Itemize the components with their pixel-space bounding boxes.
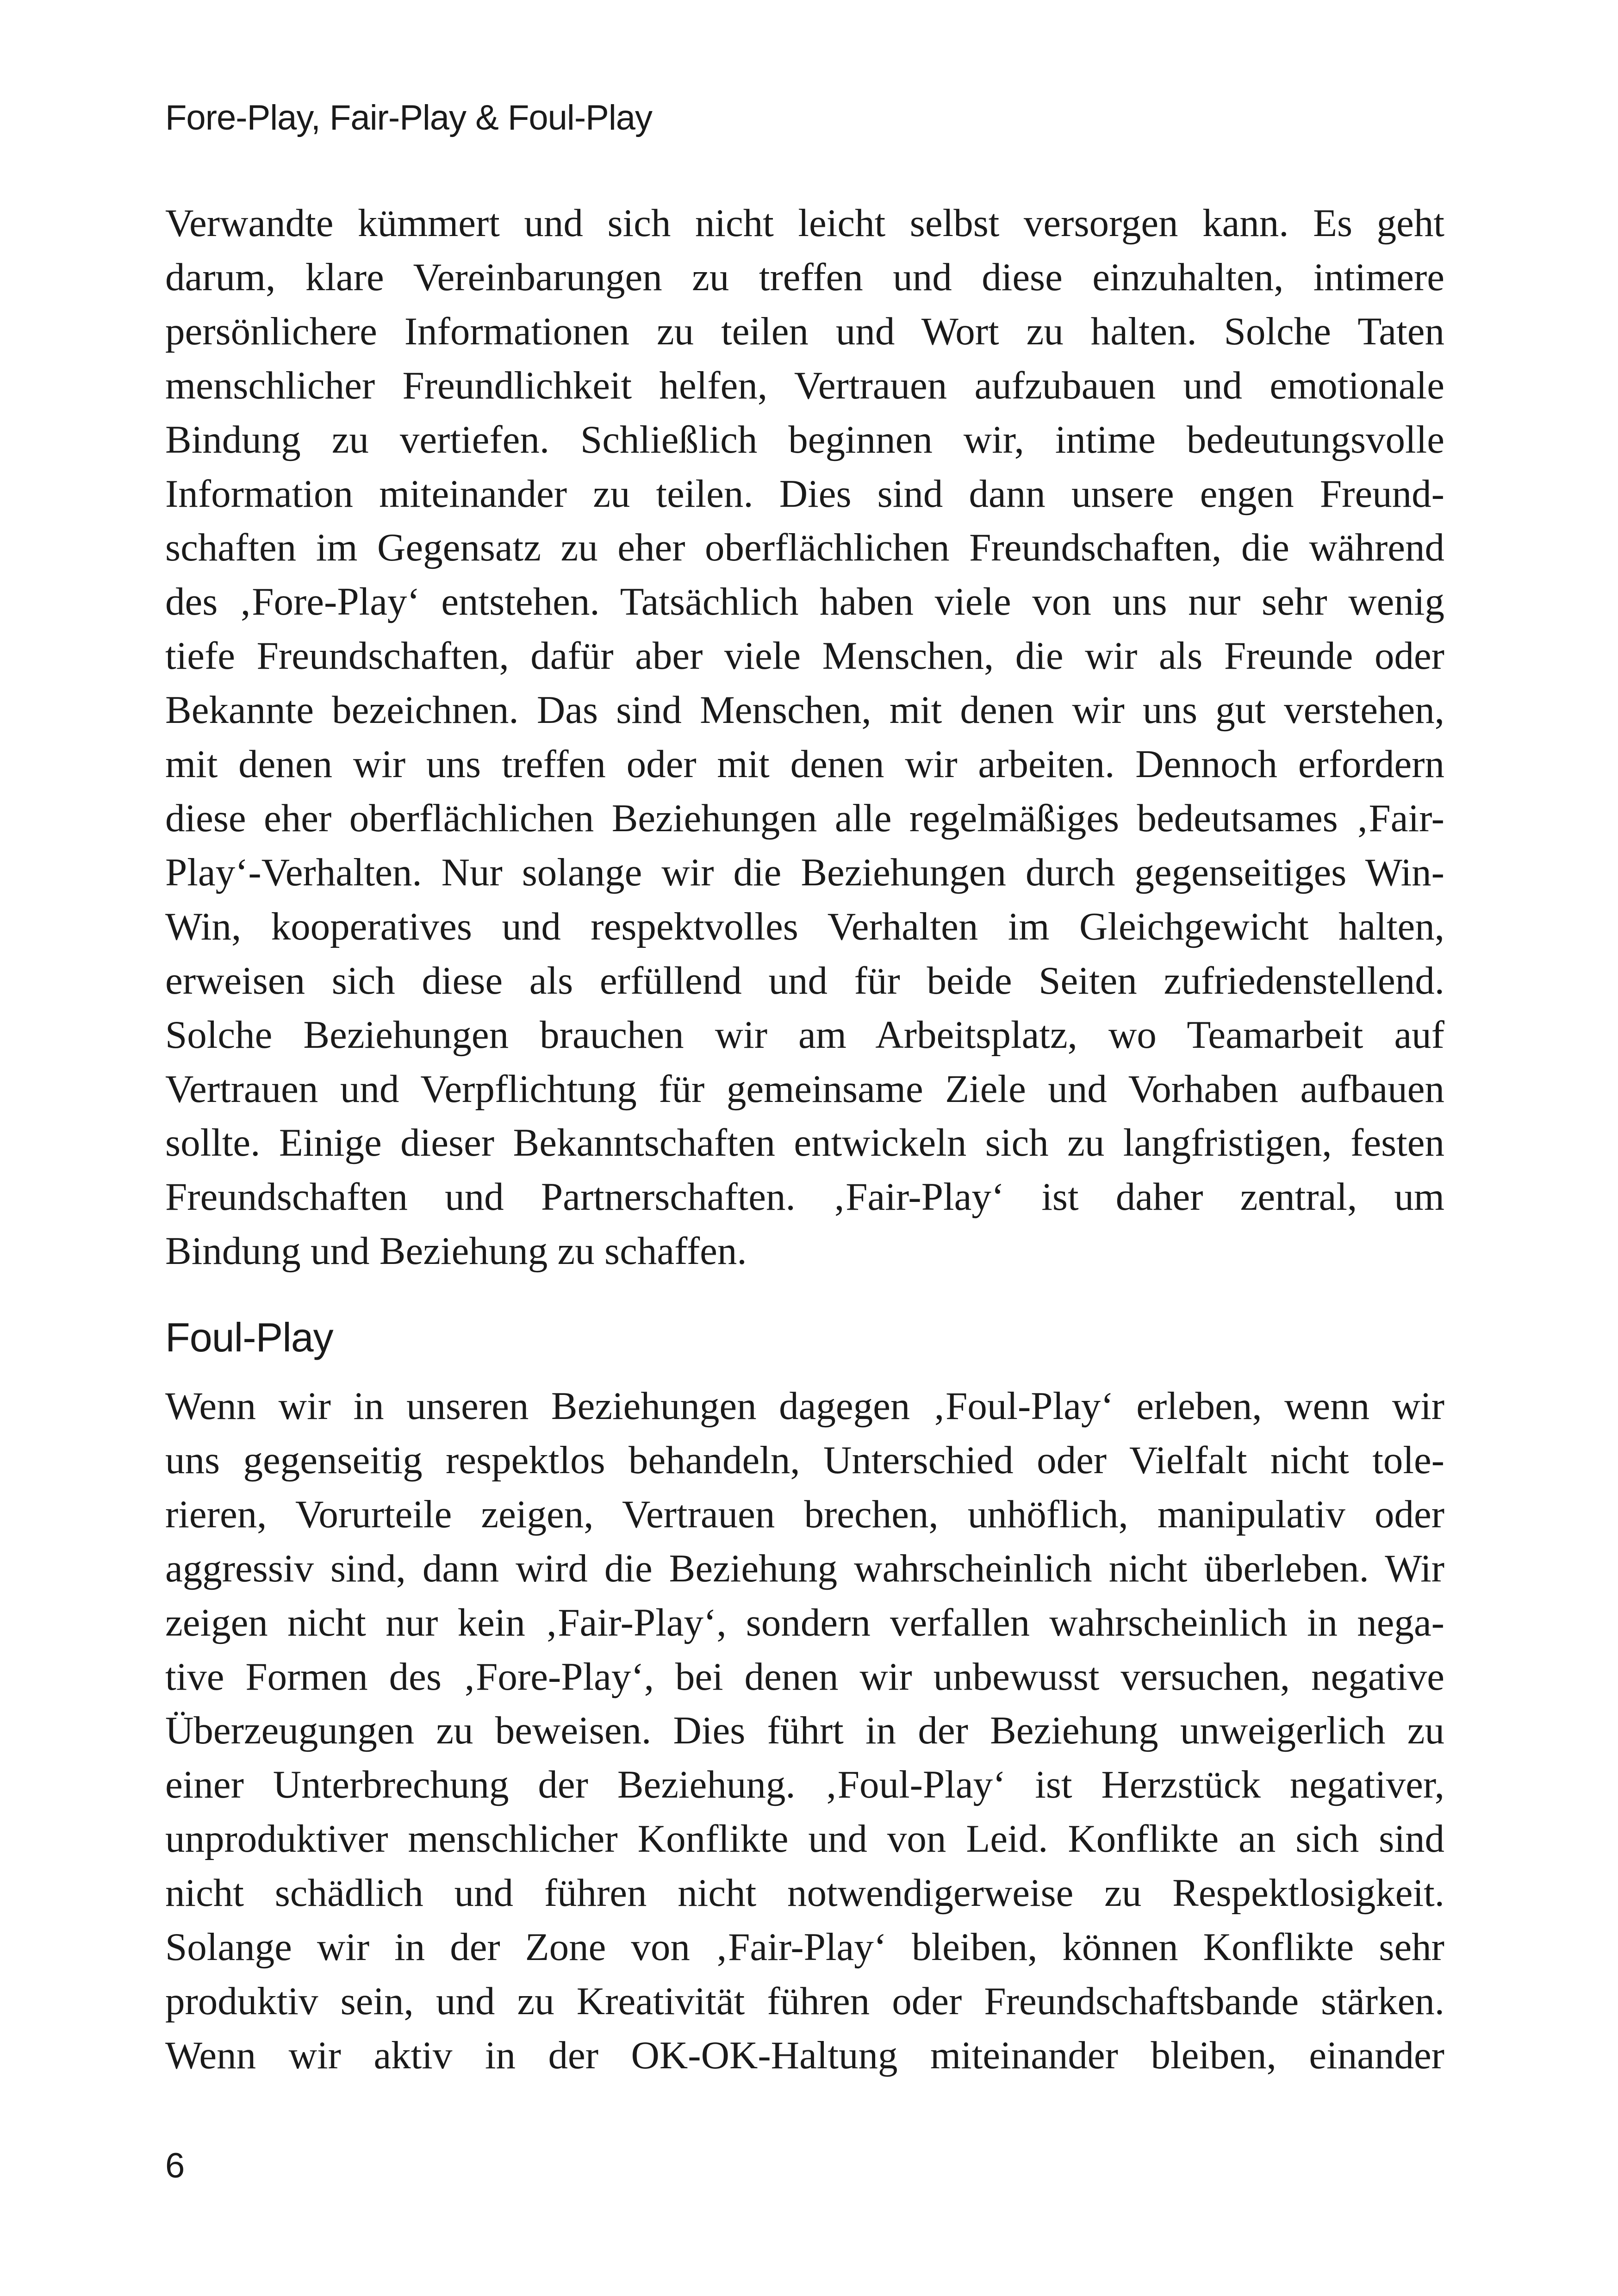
text-line: schaften im Gegensatz zu eher oberflächlichen Freundschaften, die während xyxy=(165,526,1444,570)
running-header: Fore-Play, Fair-Play & Foul-Play xyxy=(165,98,652,137)
text-line: einer Unterbrechung der Beziehung. ‚Foul-Play‘ ist Herzstück negativer, xyxy=(165,1763,1444,1807)
text-line: Wenn wir aktiv in der OK-OK-Haltung miteinander bleiben, einander xyxy=(165,2033,1444,2077)
text-line: uns gegenseitig respektlos behandeln, Unterschied oder Vielfalt nicht tole- xyxy=(165,1438,1444,1482)
text-line: zeigen nicht nur kein ‚Fair-Play‘, sondern verfallen wahrscheinlich in nega- xyxy=(165,1600,1444,1644)
text-line: produktiv sein, und zu Kreativität führen oder Freundschaftsbande stärken. xyxy=(165,1979,1444,2023)
text-line: darum, klare Vereinbarungen zu treffen und diese einzuhalten, intimere xyxy=(165,255,1444,299)
text-line: des ‚Fore-Play‘ entstehen. Tatsächlich haben viele von uns nur sehr wenig xyxy=(165,580,1444,624)
body-paragraph-2 xyxy=(165,1379,1444,2083)
text-line: Verwandte kümmert und sich nicht leicht selbst versorgen kann. Es geht xyxy=(165,201,1444,245)
text-line: Wenn wir in unseren Beziehungen dagegen ‚Foul-Play‘ erleben, wenn wir xyxy=(165,1384,1444,1428)
body-paragraph-1 xyxy=(165,196,1444,1278)
text-line: tive Formen des ‚Fore-Play‘, bei denen wir unbewusst versuchen, negative xyxy=(165,1655,1444,1699)
text-line: erweisen sich diese als erfüllend und für beide Seiten zufriedenstellend. xyxy=(165,958,1444,1002)
page-number: 6 xyxy=(165,2146,185,2185)
text-line: Information miteinander zu teilen. Dies sind dann unsere engen Freund- xyxy=(165,472,1444,516)
text-line: Vertrauen und Verpflichtung für gemeinsame Ziele und Vorhaben aufbauen xyxy=(165,1067,1444,1111)
text-line: Solche Beziehungen brauchen wir am Arbeitsplatz, wo Teamarbeit auf xyxy=(165,1013,1444,1057)
text-line: diese eher oberflächlichen Beziehungen alle regelmäßiges bedeutsames ‚Fair- xyxy=(165,796,1444,840)
text-line: Win, kooperatives und respektvolles Verhalten im Gleichgewicht halten, xyxy=(165,904,1444,948)
text-line: Play‘-Verhalten. Nur solange wir die Beziehungen durch gegenseitiges Win- xyxy=(165,850,1444,894)
text-line: persönlichere Informationen zu teilen und Wort zu halten. Solche Taten xyxy=(165,309,1444,353)
text-line: mit denen wir uns treffen oder mit denen wir arbeiten. Dennoch erfordern xyxy=(165,742,1444,786)
text-line: sollte. Einige dieser Bekanntschaften entwickeln sich zu langfristigen, festen xyxy=(165,1121,1444,1165)
text-line: menschlicher Freundlichkeit helfen, Vertrauen aufzubauen und emotionale xyxy=(165,363,1444,407)
text-line: tiefe Freundschaften, dafür aber viele Menschen, die wir als Freunde oder xyxy=(165,634,1444,678)
text-line: Freundschaften und Partnerschaften. ‚Fair-Play‘ ist daher zentral, um xyxy=(165,1175,1444,1219)
text-line: Überzeugungen zu beweisen. Dies führt in der Beziehung unweigerlich zu xyxy=(165,1709,1444,1753)
text-line: nicht schädlich und führen nicht notwendigerweise zu Respektlosigkeit. xyxy=(165,1871,1444,1915)
text-line: Solange wir in der Zone von ‚Fair-Play‘ bleiben, können Konflikte sehr xyxy=(165,1925,1444,1969)
text-line: Bekannte bezeichnen. Das sind Menschen, mit denen wir uns gut verstehen, xyxy=(165,688,1444,732)
text-line: aggressiv sind, dann wird die Beziehung wahrscheinlich nicht überleben. Wir xyxy=(165,1546,1444,1590)
section-heading-foul-play: Foul-Play xyxy=(165,1314,333,1360)
text-line: unproduktiver menschlicher Konflikte und von Leid. Konflikte an sich sind xyxy=(165,1817,1444,1861)
text-line: Bindung und Beziehung zu schaffen. xyxy=(165,1229,747,1273)
text-line: rieren, Vorurteile zeigen, Vertrauen brechen, unhöflich, manipulativ oder xyxy=(165,1492,1444,1536)
text-line: Bindung zu vertiefen. Schließlich beginnen wir, intime bedeutungsvolle xyxy=(165,417,1444,461)
